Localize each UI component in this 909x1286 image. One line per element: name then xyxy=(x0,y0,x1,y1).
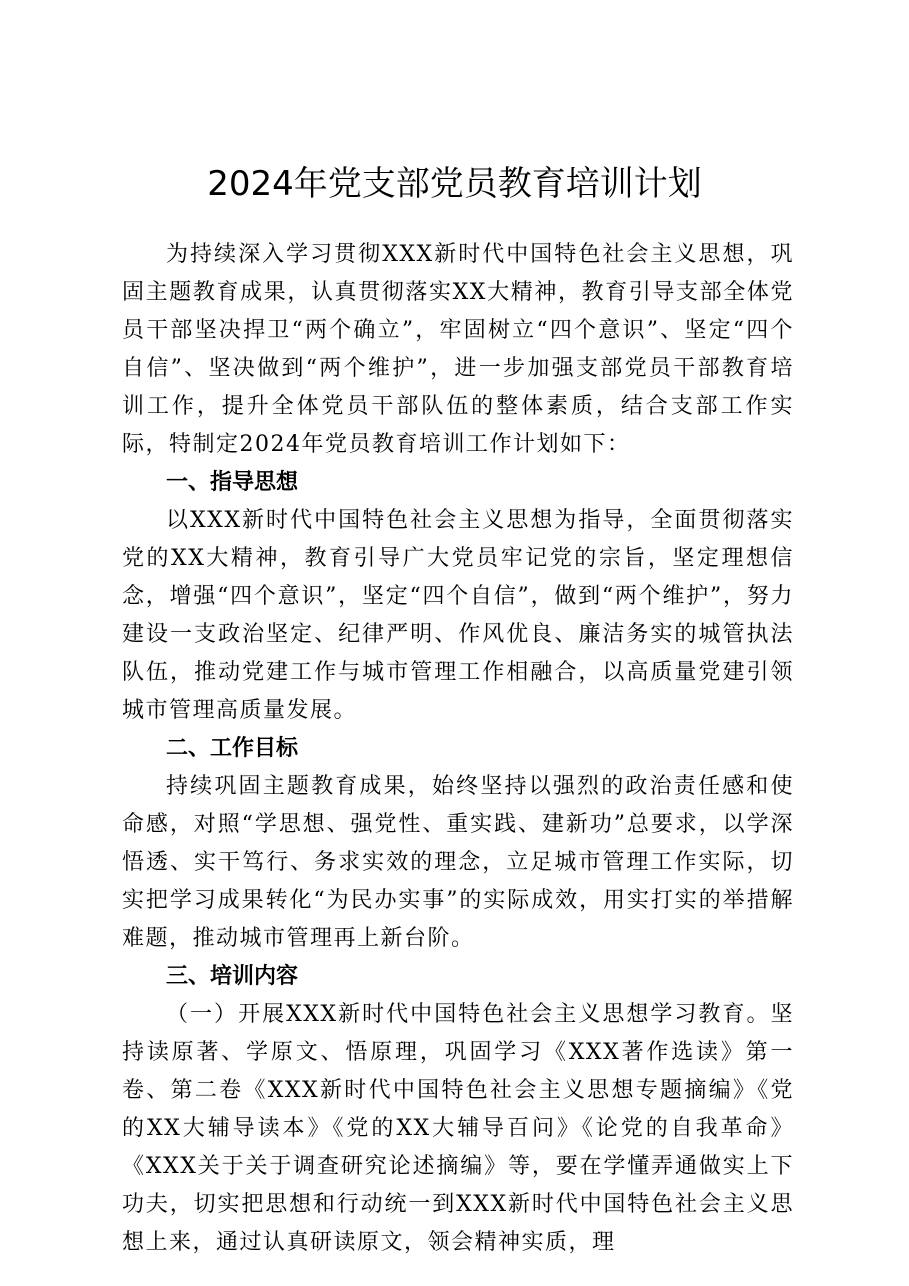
section-heading-training-content: 三、培训内容 xyxy=(166,964,299,989)
document-body xyxy=(122,236,794,1262)
section-heading-guiding-ideology: 一、指导思想 xyxy=(166,470,299,495)
section-text-guiding-ideology: 以XXX新时代中国特色社会主义思想为指导，全面贯彻落实党的XX大精神，教育引导广大党员牢记党的宗旨，坚定理想信念，增强“四个意识”，坚定“四个自信”，做到“两个维护”，努力建设一支政治坚定、纪律严明、作风优良、廉洁务实的城管执法队伍，推动党建工作与城市管理工作相融合，以高质量党建引领城市管理高质量发展。 xyxy=(122,508,794,723)
section-text-work-goals: 持续巩固主题教育成果，始终坚持以强烈的政治责任感和使命感，对照“学思想、强党性、重实践、建新功”总要求，以学深悟透、实干笃行、务求实效的理念，立足城市管理工作实际，切实把学习成果转化“为民办实事”的实际成效，用实打实的举措解难题，推动城市管理再上新台阶。 xyxy=(122,774,794,951)
section-text-training-content: （一）开展XXX新时代中国特色社会主义思想学习教育。坚持读原著、学原文、悟原理，巩固学习《XXX著作选读》第一卷、第二卷《XXX新时代中国特色社会主义思想专题摘编》《党的XX大辅导读本》《党的XX大辅导百问》《论党的自我革命》《XXX关于关于调查研究论述摘编》等，要在学懂弄通做实上下功夫，切实把思想和行动统一到XXX新时代中国特色社会主义思想上来，通过认真研读原文，领会精神实质，理 xyxy=(122,1002,794,1255)
intro-paragraph: 为持续深入学习贯彻XXX新时代中国特色社会主义思想，巩固主题教育成果，认真贯彻落实XX大精神，教育引导支部全体党员干部坚决捍卫“两个确立”，牢固树立“四个意识”、坚定“四个自信”、坚决做到“两个维护”，进一步加强支部党员干部教育培训工作，提升全体党员干部队伍的整体素质，结合支部工作实际，特制定2024年党员教育培训工作计划如下： xyxy=(122,242,794,457)
section-heading-work-goals: 二、工作目标 xyxy=(166,736,299,761)
document-title: 2024年党支部党员教育培训计划 xyxy=(207,164,702,204)
